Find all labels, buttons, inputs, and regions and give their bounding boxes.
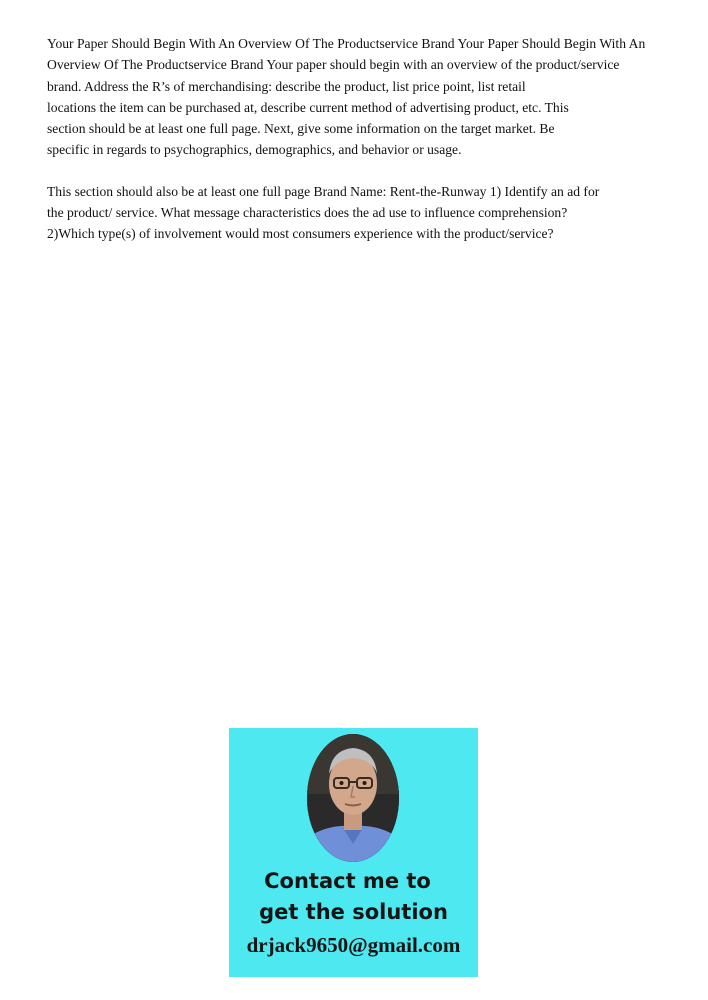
contact-email[interactable]: drjack9650@gmail.com bbox=[246, 933, 461, 957]
ad-headline-line-2: get the solution bbox=[259, 900, 448, 924]
text-line: section should be at least one full page. Next, give some information on the target market. Be bbox=[47, 121, 555, 137]
text-line: 2)Which type(s) of involvement would most consumers experience with the product/service? bbox=[47, 226, 554, 242]
man-portrait-image bbox=[307, 734, 399, 862]
paragraph-2 bbox=[47, 181, 697, 245]
contact-ad-banner[interactable] bbox=[229, 728, 478, 977]
text-line: brand. Address the R’s of merchandising: describe the product, list price point, list retail bbox=[47, 78, 526, 94]
ad-headline-line-1: Contact me to bbox=[264, 869, 431, 893]
paragraph-1 bbox=[47, 33, 697, 161]
text-line: the product/ service. What message characteristics does the ad use to influence comprehension? bbox=[47, 205, 568, 221]
body-text bbox=[47, 33, 697, 245]
text-line: This section should also be at least one full page Brand Name: Rent-the-Runway 1) Identify an ad for bbox=[47, 183, 600, 199]
paragraph-gap bbox=[47, 161, 697, 181]
text-line: Overview Of The Productservice Brand Your paper should begin with an overview of the product/service bbox=[47, 57, 620, 73]
text-line: locations the item can be purchased at, describe current method of advertising product, etc. This bbox=[47, 99, 569, 115]
text-line: Your Paper Should Begin With An Overview Of The Productservice Brand Your Paper Should Begin With An bbox=[47, 36, 646, 51]
text-line: specific in regards to psychographics, demographics, and behavior or usage. bbox=[47, 142, 462, 158]
